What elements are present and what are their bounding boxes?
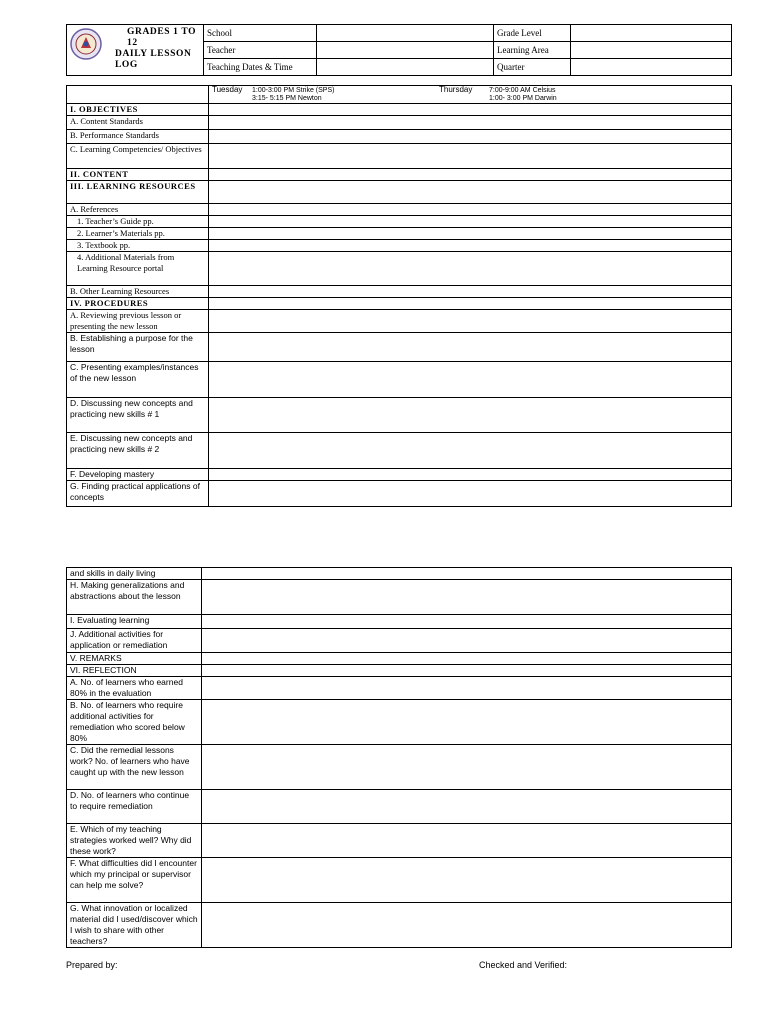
row-label: I. Evaluating learning [67, 615, 202, 629]
row-label: C. Presenting examples/instances of the new lesson [67, 362, 209, 398]
row-input[interactable] [209, 130, 732, 144]
row-label: C. Did the remedial lessons work? No. of learners who have caught up with the new lesson [67, 745, 202, 790]
row-input[interactable] [202, 745, 732, 790]
row-label: 2. Learner’s Materials pp. [67, 228, 209, 240]
row-input[interactable] [202, 824, 732, 858]
row-label: G. What innovation or localized material did I used/discover which I wish to share with other teachers? [67, 903, 202, 948]
row-input[interactable] [209, 181, 732, 204]
quarter-field[interactable] [571, 59, 732, 76]
row-label: J. Additional activities for application or remediation [67, 629, 202, 653]
lesson-table-page1 [66, 85, 732, 507]
row-label: B. Establishing a purpose for the lesson [67, 333, 209, 362]
dates-field[interactable] [317, 59, 494, 76]
row-label: B. No. of learners who require additional activities for remediation who scored below 80% [67, 700, 202, 745]
row-label: H. Making generalizations and abstractions about the lesson [67, 580, 202, 615]
lesson-table-page2 [66, 567, 732, 948]
row-label: 1. Teacher’s Guide pp. [67, 216, 209, 228]
row-input[interactable] [202, 615, 732, 629]
row-input[interactable] [209, 398, 732, 433]
row-input[interactable] [209, 216, 732, 228]
row-input[interactable] [209, 252, 732, 286]
day-2-times: 7:00-9:00 AM Celsius 1:00- 3:00 PM Darwin [489, 87, 557, 102]
checked-verified-label: Checked and Verified: [479, 960, 568, 970]
row-label: A. No. of learners who earned 80% in the evaluation [67, 677, 202, 700]
row-input[interactable] [209, 169, 732, 181]
row-input[interactable] [202, 858, 732, 903]
row-label: B. Other Learning Resources [67, 286, 209, 298]
row-input[interactable] [202, 653, 732, 665]
blank-corner-cell [67, 86, 209, 104]
row-label: A. Reviewing previous lesson or presenting the new lesson [67, 310, 209, 333]
header-table [66, 24, 732, 76]
row-label: D. Discussing new concepts and practicing new skills # 1 [67, 398, 209, 433]
prepared-by-label: Prepared by: [66, 960, 118, 970]
row-input[interactable] [209, 333, 732, 362]
row-input[interactable] [202, 568, 732, 580]
school-field[interactable] [317, 25, 494, 42]
form-title [115, 27, 203, 71]
logo-cell [67, 25, 204, 76]
row-label: V. REMARKS [67, 653, 202, 665]
row-label: VI. REFLECTION [67, 665, 202, 677]
row-label: A. Content Standards [67, 116, 209, 130]
row-input[interactable] [209, 204, 732, 216]
day-1-times: 1:00-3:00 PM Strike (SPS) 3:15- 5:15 PM Newton [252, 87, 335, 102]
title-line-1: GRADES 1 TO 12 [127, 27, 197, 48]
quarter-label: Quarter [494, 59, 571, 76]
row-label: B. Performance Standards [67, 130, 209, 144]
row-label: F. What difficulties did I encounter which my principal or supervisor can help me solve? [67, 858, 202, 903]
schedule-cell[interactable] [209, 86, 732, 104]
row-label: C. Learning Competencies/ Objectives [67, 144, 209, 169]
row-label: A. References [67, 204, 209, 216]
day-1: Tuesday [212, 85, 243, 94]
row-input[interactable] [202, 629, 732, 653]
learning-area-field[interactable] [571, 42, 732, 59]
row-input[interactable] [202, 677, 732, 700]
row-input[interactable] [202, 790, 732, 824]
row-input[interactable] [209, 481, 732, 507]
row-label: III. LEARNING RESOURCES [67, 181, 209, 204]
teacher-label: Teacher [204, 42, 317, 59]
day-2: Thursday [439, 85, 473, 94]
learning-area-label: Learning Area [494, 42, 571, 59]
row-label: and skills in daily living [67, 568, 202, 580]
row-input[interactable] [209, 228, 732, 240]
row-label: IV. PROCEDURES [67, 298, 209, 310]
row-label: I. OBJECTIVES [67, 104, 209, 116]
school-label: School [204, 25, 317, 42]
row-input[interactable] [209, 144, 732, 169]
row-label: G. Finding practical applications of concepts [67, 481, 209, 507]
row-input[interactable] [202, 580, 732, 615]
row-input[interactable] [202, 903, 732, 948]
row-label: 3. Textbook pp. [67, 240, 209, 252]
row-label: F. Developing mastery [67, 469, 209, 481]
row-label: 4. Additional Materials from Learning Resource portal [67, 252, 209, 286]
row-label: II. CONTENT [67, 169, 209, 181]
grade-level-field[interactable] [571, 25, 732, 42]
row-input[interactable] [209, 310, 732, 333]
dates-label: Teaching Dates & Time [204, 59, 317, 76]
row-label: E. Which of my teaching strategies worked well? Why did these work? [67, 824, 202, 858]
row-input[interactable] [209, 298, 732, 310]
row-input[interactable] [209, 240, 732, 252]
row-input[interactable] [209, 286, 732, 298]
row-label: E. Discussing new concepts and practicing new skills # 2 [67, 433, 209, 469]
row-input[interactable] [202, 700, 732, 745]
grade-level-label: Grade Level [494, 25, 571, 42]
deped-seal-icon [70, 28, 102, 60]
title-line-2: DAILY LESSON LOG [115, 49, 192, 70]
row-input[interactable] [209, 362, 732, 398]
teacher-field[interactable] [317, 42, 494, 59]
row-input[interactable] [209, 104, 732, 116]
row-input[interactable] [209, 469, 732, 481]
row-input[interactable] [209, 116, 732, 130]
row-input[interactable] [202, 665, 732, 677]
row-input[interactable] [209, 433, 732, 469]
row-label: D. No. of learners who continue to require remediation [67, 790, 202, 824]
